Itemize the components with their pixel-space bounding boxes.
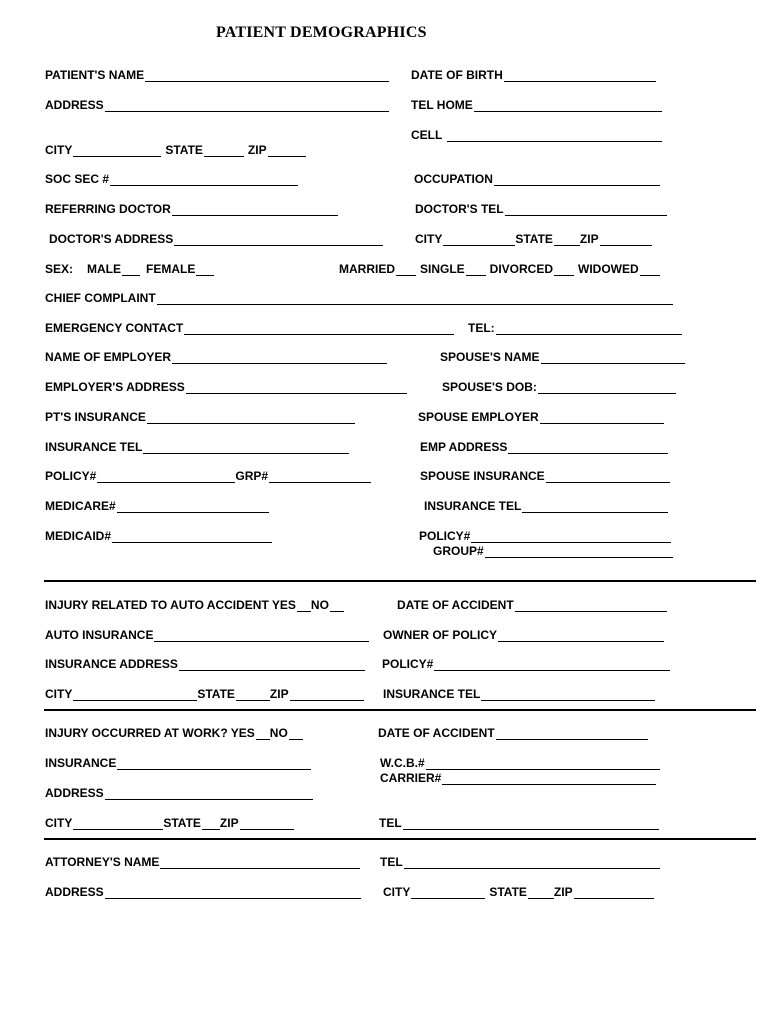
auto-no-label: NO [310, 598, 329, 612]
state-line[interactable] [204, 145, 244, 157]
city-line[interactable] [73, 145, 161, 157]
male-label: MALE [87, 262, 122, 276]
address-line[interactable] [105, 100, 389, 112]
auto-insurance-tel-line[interactable] [481, 689, 655, 701]
doctor-state-label: STATE [515, 232, 553, 246]
work-tel-label: TEL [379, 816, 402, 830]
auto-city-state-zip-field[interactable] [45, 687, 364, 701]
spouse-policy-field[interactable] [419, 529, 671, 543]
attorney-address-field[interactable] [45, 885, 361, 899]
auto-insurance-field[interactable] [45, 628, 369, 642]
policy-label: POLICY# [45, 469, 97, 483]
auto-zip-line[interactable] [290, 689, 364, 701]
doctor-state-line[interactable] [554, 234, 580, 246]
married-line[interactable] [396, 264, 416, 276]
attorney-state-line[interactable] [528, 887, 554, 899]
soc-sec-field[interactable] [45, 172, 298, 186]
employer-address-field[interactable] [45, 380, 407, 394]
work-yes-line[interactable] [256, 728, 270, 740]
sex-label: SEX: [45, 262, 74, 276]
auto-policy-label: POLICY# [382, 657, 434, 671]
insurance-address-label: INSURANCE ADDRESS [45, 657, 178, 671]
female-label: FEMALE [146, 262, 196, 276]
widowed-line[interactable] [640, 264, 660, 276]
spouse-name-label: SPOUSE'S NAME [440, 350, 540, 364]
auto-policy-field[interactable] [382, 657, 670, 671]
doctors-tel-label: DOCTOR'S TEL [415, 202, 504, 216]
name-of-employer-label: NAME OF EMPLOYER [45, 350, 172, 364]
cell-label: CELL [411, 128, 443, 142]
doctor-city-state-zip-field[interactable] [415, 232, 652, 246]
auto-city-label: CITY [45, 687, 73, 701]
auto-policy-line[interactable] [434, 659, 670, 671]
attorney-state-label: STATE [489, 885, 527, 899]
spouse-policy-line[interactable] [471, 531, 671, 543]
medicare-field[interactable] [45, 499, 269, 513]
soc-sec-line[interactable] [110, 174, 298, 186]
carrier-line[interactable] [442, 773, 656, 785]
medicaid-line[interactable] [112, 531, 272, 543]
insurance-address-line[interactable] [179, 659, 365, 671]
section-divider-auto [44, 580, 756, 582]
spouse-insurance-line[interactable] [546, 471, 670, 483]
work-address-line[interactable] [105, 788, 313, 800]
auto-insurance-line[interactable] [154, 630, 369, 642]
doctors-address-field[interactable] [49, 232, 383, 246]
occupation-field[interactable] [414, 172, 660, 186]
spouse-insurance-tel-label: INSURANCE TEL [424, 499, 522, 513]
work-tel-line[interactable] [403, 818, 659, 830]
employer-address-label: EMPLOYER'S ADDRESS [45, 380, 185, 394]
attorney-tel-line[interactable] [404, 857, 660, 869]
emp-address-label: EMP ADDRESS [420, 440, 508, 454]
work-date-of-accident-label: DATE OF ACCIDENT [378, 726, 495, 740]
medicare-line[interactable] [117, 501, 269, 513]
attorney-address-label: ADDRESS [45, 885, 104, 899]
attorney-city-line[interactable] [411, 887, 485, 899]
referring-doctor-label: REFERRING DOCTOR [45, 202, 171, 216]
attorney-name-field[interactable] [45, 855, 360, 869]
spouse-dob-label: SPOUSE'S DOB: [442, 380, 537, 394]
patient-name-label: PATIENT'S NAME [45, 68, 145, 82]
owner-of-policy-label: OWNER OF POLICY [383, 628, 497, 642]
work-no-line[interactable] [289, 728, 303, 740]
chief-complaint-field[interactable] [45, 291, 673, 305]
owner-of-policy-line[interactable] [498, 630, 664, 642]
work-insurance-field[interactable] [45, 756, 311, 770]
spouse-group-label: GROUP# [433, 544, 484, 558]
auto-insurance-label: AUTO INSURANCE [45, 628, 154, 642]
city-label: CITY [45, 143, 73, 157]
city-state-zip-field[interactable] [45, 143, 306, 157]
owner-of-policy-field[interactable] [383, 628, 664, 642]
attorney-city-state-zip-field[interactable] [383, 885, 654, 899]
married-label: MARRIED [339, 262, 395, 276]
attorney-name-label: ATTORNEY'S NAME [45, 855, 160, 869]
section-divider-attorney [44, 838, 756, 840]
auto-insurance-tel-label: INSURANCE TEL [383, 687, 481, 701]
male-line[interactable] [122, 264, 140, 276]
policy-grp-field[interactable] [45, 469, 371, 483]
attorney-zip-label: ZIP [553, 885, 573, 899]
doctors-tel-field[interactable] [415, 202, 667, 216]
emergency-contact-field[interactable] [45, 321, 454, 335]
spouse-insurance-field[interactable] [420, 469, 670, 483]
auto-zip-label: ZIP [269, 687, 289, 701]
medicaid-label: MEDICAID# [45, 529, 112, 543]
chief-complaint-label: CHIEF COMPLAINT [45, 291, 156, 305]
divorced-label: DIVORCED [489, 262, 554, 276]
name-of-employer-field[interactable] [45, 350, 387, 364]
work-city-state-zip-field[interactable] [45, 816, 294, 830]
doctors-address-line[interactable] [174, 234, 383, 246]
doctors-tel-line[interactable] [505, 204, 667, 216]
grp-line[interactable] [269, 471, 371, 483]
auto-state-label: STATE [197, 687, 235, 701]
auto-state-line[interactable] [236, 689, 270, 701]
pt-insurance-label: PT'S INSURANCE [45, 410, 146, 424]
divorced-line[interactable] [554, 264, 574, 276]
female-line[interactable] [196, 264, 214, 276]
referring-doctor-line[interactable] [172, 204, 338, 216]
spouse-insurance-tel-line[interactable] [522, 501, 668, 513]
patient-name-field[interactable] [45, 68, 389, 82]
date-of-birth-field[interactable] [411, 68, 656, 82]
emergency-tel-line[interactable] [496, 323, 682, 335]
spouse-employer-label: SPOUSE EMPLOYER [418, 410, 539, 424]
work-zip-label: ZIP [219, 816, 239, 830]
doctor-zip-line[interactable] [600, 234, 652, 246]
insurance-tel-field[interactable] [45, 440, 349, 454]
auto-date-of-accident-field[interactable] [397, 598, 667, 612]
work-address-label: ADDRESS [45, 786, 104, 800]
emp-address-line[interactable] [508, 442, 668, 454]
address-label: ADDRESS [45, 98, 104, 112]
work-city-label: CITY [45, 816, 73, 830]
widowed-label: WIDOWED [578, 262, 639, 276]
spouse-dob-field[interactable] [442, 380, 676, 394]
spouse-group-field[interactable] [433, 544, 673, 558]
page-title: PATIENT DEMOGRAPHICS [216, 24, 427, 41]
work-date-of-accident-line[interactable] [496, 728, 648, 740]
employer-address-line[interactable] [186, 382, 407, 394]
emp-address-field[interactable] [420, 440, 668, 454]
auto-date-of-accident-label: DATE OF ACCIDENT [397, 598, 514, 612]
doctor-city-label: CITY [415, 232, 443, 246]
work-insurance-label: INSURANCE [45, 756, 117, 770]
wcb-label: W.C.B.# [380, 756, 425, 770]
policy-line[interactable] [97, 471, 235, 483]
work-state-line[interactable] [202, 818, 220, 830]
emergency-tel-label: TEL: [468, 321, 495, 335]
pt-insurance-line[interactable] [147, 412, 355, 424]
zip-label: ZIP [247, 143, 267, 157]
attorney-address-line[interactable] [105, 887, 361, 899]
wcb-field[interactable] [380, 756, 660, 770]
single-label: SINGLE [420, 262, 465, 276]
state-label: STATE [165, 143, 203, 157]
chief-complaint-line[interactable] [157, 293, 673, 305]
work-insurance-line[interactable] [117, 758, 311, 770]
cell-field[interactable] [411, 128, 662, 142]
carrier-field[interactable] [380, 771, 656, 785]
tel-home-label: TEL HOME [411, 98, 473, 112]
auto-city-line[interactable] [73, 689, 197, 701]
single-line[interactable] [466, 264, 486, 276]
attorney-tel-field[interactable] [380, 855, 660, 869]
work-tel-field[interactable] [379, 816, 659, 830]
doctor-city-line[interactable] [443, 234, 515, 246]
carrier-label: CARRIER# [380, 771, 442, 785]
attorney-city-label: CITY [383, 885, 411, 899]
spouse-policy-label: POLICY# [419, 529, 471, 543]
spouse-employer-field[interactable] [418, 410, 664, 424]
injury-auto-label: INJURY RELATED TO AUTO ACCIDENT YES [45, 598, 296, 612]
work-state-label: STATE [163, 816, 201, 830]
pt-insurance-field[interactable] [45, 410, 355, 424]
auto-no-line[interactable] [330, 600, 344, 612]
emergency-contact-line[interactable] [184, 323, 454, 335]
patient-name-line[interactable] [145, 70, 389, 82]
work-zip-line[interactable] [240, 818, 294, 830]
doctor-zip-label: ZIP [579, 232, 599, 246]
injury-work-field[interactable] [45, 726, 303, 740]
marital-status-field[interactable] [339, 262, 660, 276]
spouse-name-line[interactable] [541, 352, 685, 364]
attorney-tel-label: TEL [380, 855, 403, 869]
insurance-tel-label: INSURANCE TEL [45, 440, 143, 454]
spouse-employer-line[interactable] [540, 412, 664, 424]
name-of-employer-line[interactable] [172, 352, 387, 364]
zip-line[interactable] [268, 145, 306, 157]
cell-line[interactable] [447, 130, 662, 142]
auto-yes-line[interactable] [297, 600, 311, 612]
work-city-line[interactable] [73, 818, 163, 830]
medicare-label: MEDICARE# [45, 499, 116, 513]
injury-auto-field[interactable] [45, 598, 344, 612]
soc-sec-label: SOC SEC # [45, 172, 110, 186]
injury-work-label: INJURY OCCURRED AT WORK? YES [45, 726, 255, 740]
spouse-insurance-label: SPOUSE INSURANCE [420, 469, 545, 483]
medicaid-field[interactable] [45, 529, 272, 543]
doctors-address-label: DOCTOR'S ADDRESS [49, 232, 174, 246]
work-no-label: NO [269, 726, 288, 740]
attorney-name-line[interactable] [160, 857, 360, 869]
work-date-of-accident-field[interactable] [378, 726, 648, 740]
spouse-insurance-tel-field[interactable] [424, 499, 668, 513]
attorney-zip-line[interactable] [574, 887, 654, 899]
work-address-field[interactable] [45, 786, 313, 800]
emergency-tel-field[interactable] [468, 321, 682, 335]
auto-insurance-tel-field[interactable] [383, 687, 655, 701]
referring-doctor-field[interactable] [45, 202, 338, 216]
spouse-name-field[interactable] [440, 350, 685, 364]
date-of-birth-line[interactable] [504, 70, 656, 82]
insurance-address-field[interactable] [45, 657, 365, 671]
auto-date-of-accident-line[interactable] [515, 600, 667, 612]
section-divider-work [44, 709, 756, 711]
occupation-label: OCCUPATION [414, 172, 493, 186]
grp-label: GRP# [235, 469, 269, 483]
wcb-line[interactable] [426, 758, 660, 770]
emergency-contact-label: EMERGENCY CONTACT [45, 321, 184, 335]
occupation-line[interactable] [494, 174, 660, 186]
tel-home-field[interactable] [411, 98, 662, 112]
address-field[interactable] [45, 98, 389, 112]
spouse-dob-line[interactable] [538, 382, 676, 394]
insurance-tel-line[interactable] [143, 442, 349, 454]
tel-home-line[interactable] [474, 100, 662, 112]
sex-field[interactable] [45, 262, 214, 276]
date-of-birth-label: DATE OF BIRTH [411, 68, 503, 82]
spouse-group-line[interactable] [485, 546, 673, 558]
